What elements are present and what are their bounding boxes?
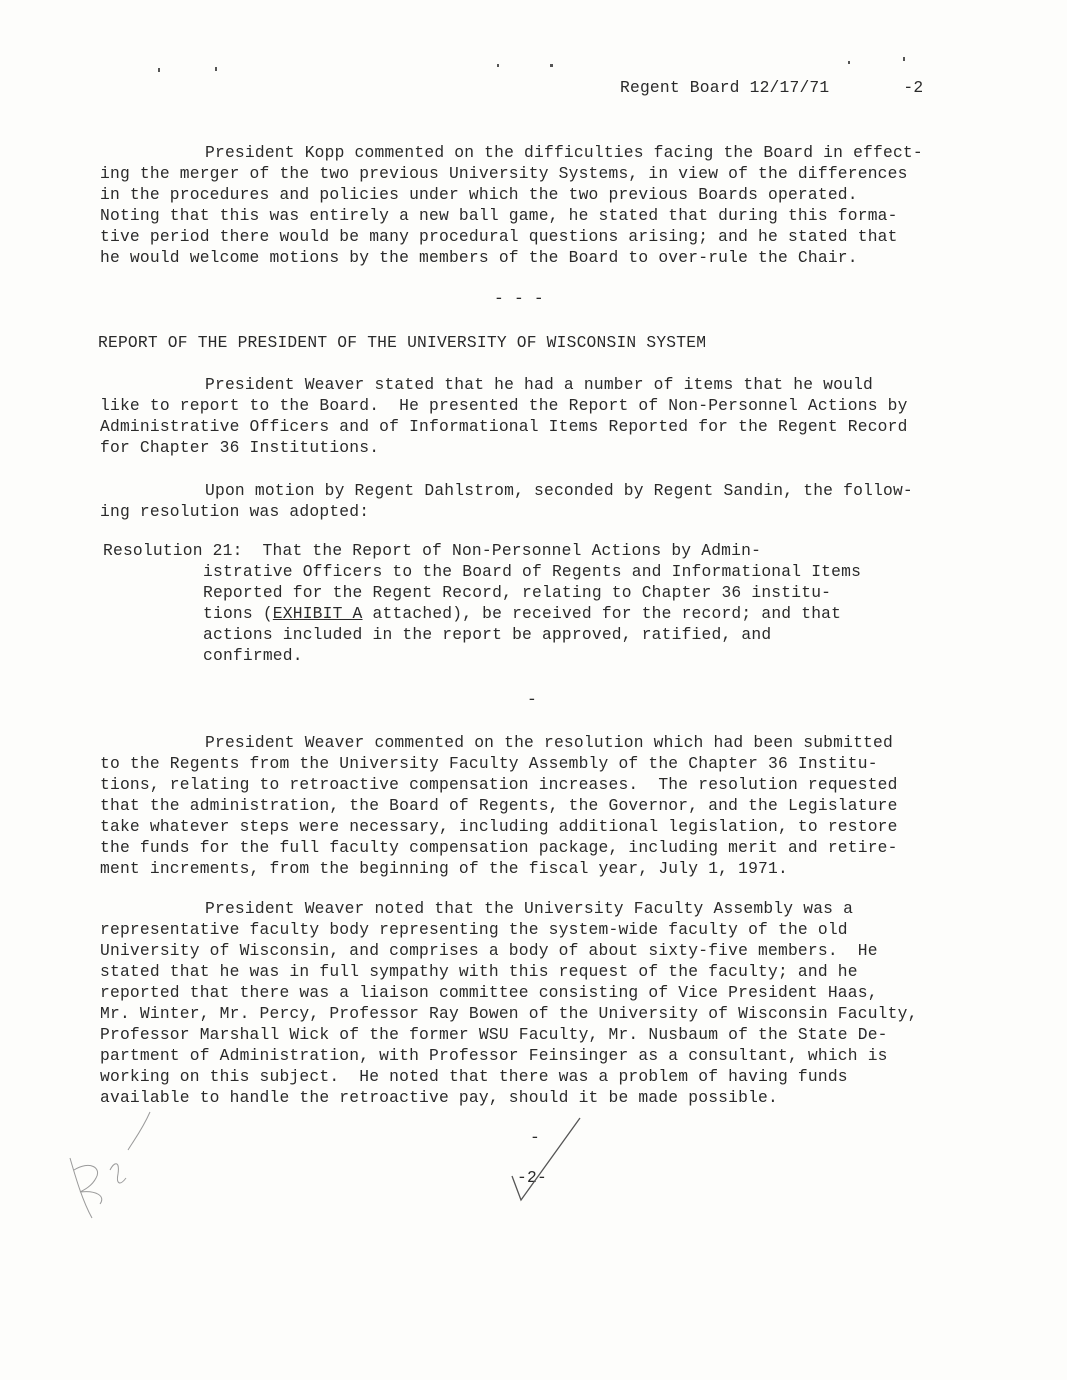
resolution-text-line — [203, 603, 861, 624]
paragraph-faculty-resolution — [100, 732, 960, 879]
text-line: stated that he was in full sympathy with this request of the faculty; and he — [100, 962, 858, 981]
section-divider: - — [527, 690, 537, 709]
header-title: Regent Board 12/17/71 — [620, 78, 830, 97]
text-line: President Kopp commented on the difficulties facing the Board in effect- — [205, 143, 923, 162]
text-line: tions, relating to retroactive compensation increases. The resolution requested — [100, 775, 898, 794]
text-line: take whatever steps were necessary, including additional legislation, to restore — [100, 817, 898, 836]
text-line: tive period there would be many procedural questions arising; and he stated that — [100, 227, 898, 246]
text-line: he would welcome motions by the members of the Board to over-rule the Chair. — [100, 248, 858, 267]
resolution-label: Resolution 21: — [103, 541, 243, 560]
paragraph-kopp-comments — [100, 142, 960, 268]
text-line: University of Wisconsin, and comprises a body of about sixty-five members. He — [100, 941, 878, 960]
text-line: ment increments, from the beginning of the fiscal year, July 1, 1971. — [100, 859, 788, 878]
text-line: to the Regents from the University Faculty Assembly of the Chapter 36 Institu- — [100, 754, 878, 773]
text-line: the funds for the full faculty compensation package, including merit and retire- — [100, 838, 898, 857]
text-line: working on this subject. He noted that there was a problem of having funds — [100, 1067, 848, 1086]
check-mark-icon — [512, 1118, 580, 1200]
page-header — [620, 78, 923, 97]
text-line: Administrative Officers and of Informational Items Reported for the Regent Record — [100, 417, 908, 436]
resolution-21 — [103, 540, 861, 666]
text-line: Upon motion by Regent Dahlstrom, seconded by Regent Sandin, the follow- — [205, 481, 913, 500]
section-divider: - - - — [494, 289, 544, 308]
text-line: in the procedures and policies under which the two previous Boards operated. — [100, 185, 858, 204]
resolution-text-line: confirmed. — [203, 646, 303, 665]
resolution-text-line: istrative Officers to the Board of Regents and Informational Items — [203, 562, 862, 581]
paragraph-weaver-report — [100, 374, 960, 458]
resolution-text-line: That the Report of Non-Personnel Actions by Admin- — [262, 541, 762, 560]
resolution-text-fragment: tions ( — [203, 604, 273, 623]
resolution-text-line: Reported for the Regent Record, relating to Chapter 36 institu- — [203, 583, 832, 602]
text-line: like to report to the Board. He presented the Report of Non-Personnel Actions by — [100, 396, 908, 415]
initials-signature-icon — [70, 1112, 150, 1218]
paragraph-faculty-assembly — [100, 898, 960, 1108]
exhibit-a-reference: EXHIBIT A — [272, 604, 363, 623]
text-line: President Weaver stated that he had a number of items that he would — [205, 375, 874, 394]
text-line: that the administration, the Board of Regents, the Governor, and the Legislature — [100, 796, 898, 815]
text-line: ing resolution was adopted: — [100, 502, 370, 521]
text-line: Professor Marshall Wick of the former WSU Faculty, Mr. Nusbaum of the State De- — [100, 1025, 888, 1044]
stray-specks — [158, 57, 905, 72]
text-line: President Weaver noted that the University Faculty Assembly was a — [205, 899, 854, 918]
page-footer-number: -2- — [517, 1168, 547, 1187]
section-heading: REPORT OF THE PRESIDENT OF THE UNIVERSITY OF WISCONSIN SYSTEM — [98, 333, 707, 352]
text-line: reported that there was a liaison committee consisting of Vice President Haas, — [100, 983, 878, 1002]
header-page-number: -2 — [903, 78, 924, 97]
resolution-text-fragment: attached), be received for the record; and that — [362, 604, 842, 623]
text-line: Mr. Winter, Mr. Percy, Professor Ray Bowen of the University of Wisconsin Faculty, — [100, 1004, 918, 1023]
text-line: for Chapter 36 Institutions. — [100, 438, 380, 457]
text-line: available to handle the retroactive pay, should it be made possible. — [100, 1088, 778, 1107]
text-line: Noting that this was entirely a new ball game, he stated that during this forma- — [100, 206, 898, 225]
resolution-text-line: actions included in the report be approved, ratified, and — [203, 625, 772, 644]
text-line: representative faculty body representing the system-wide faculty of the old — [100, 920, 848, 939]
text-line: partment of Administration, with Professor Feinsinger as a consultant, which is — [100, 1046, 888, 1065]
paragraph-motion — [100, 480, 960, 522]
text-line: President Weaver commented on the resolution which had been submitted — [205, 733, 893, 752]
section-divider: - — [530, 1128, 540, 1147]
text-line: ing the merger of the two previous University Systems, in view of the differences — [100, 164, 908, 183]
